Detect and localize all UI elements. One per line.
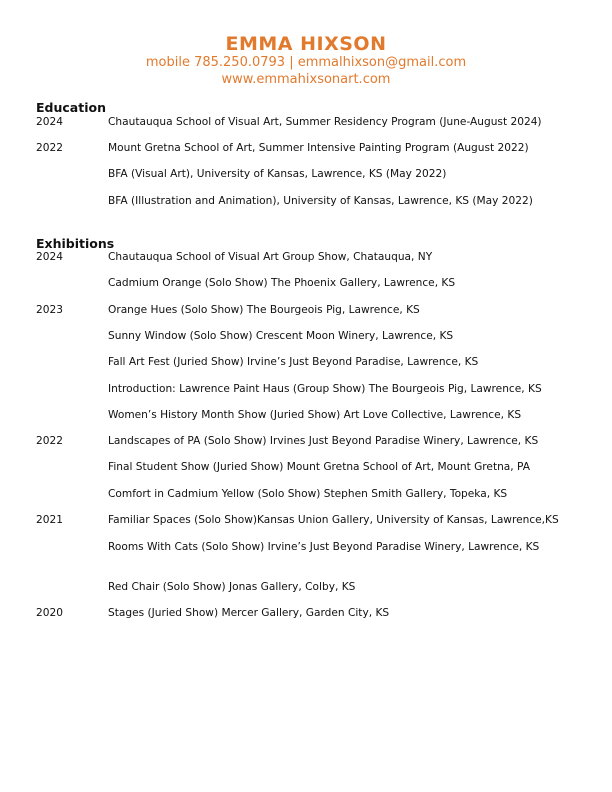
website-link[interactable]: www.emmahixsonart.com <box>221 72 391 87</box>
entry-text: Final Student Show (Juried Show) Mount Gretna School of Art, Mount Gretna, PA <box>108 461 530 473</box>
contact-line: mobile 785.250.0793 | emmalhixson@gmail.com <box>145 55 467 70</box>
entry-text: Comfort in Cadmium Yellow (Solo Show) Stephen Smith Gallery, Topeka, KS <box>108 488 508 500</box>
exhibitions-heading: Exhibitions <box>36 236 115 251</box>
entry-text: Cadmium Orange (Solo Show) The Phoenix Gallery, Lawrence, KS <box>108 277 456 289</box>
entry-year: 2024 <box>36 251 63 263</box>
name-heading: EMMA HIXSON <box>225 33 387 55</box>
entry-text: Landscapes of PA (Solo Show) Irvines Just Beyond Paradise Winery, Lawrence, KS <box>108 435 539 447</box>
entry-text: Familiar Spaces (Solo Show)Kansas Union Gallery, University of Kansas, Lawrence,KS <box>108 514 559 526</box>
entry-year: 2022 <box>36 435 63 447</box>
entry-year: 2022 <box>36 142 63 154</box>
entry-text: BFA (Visual Art), University of Kansas, Lawrence, KS (May 2022) <box>108 168 447 180</box>
entry-year: 2020 <box>36 607 63 619</box>
entry-year: 2024 <box>36 116 63 128</box>
entry-text: Rooms With Cats (Solo Show) Irvine’s Just Beyond Paradise Winery, Lawrence, KS <box>108 541 540 553</box>
entry-text: Chautauqua School of Visual Art, Summer Residency Program (June-August 2024) <box>108 116 542 128</box>
entry-text: Women’s History Month Show (Juried Show) Art Love Collective, Lawrence, KS <box>108 409 522 421</box>
entry-year: 2023 <box>36 304 63 316</box>
entry-text: Introduction: Lawrence Paint Haus (Group Show) The Bourgeois Pig, Lawrence, KS <box>108 383 542 395</box>
entry-text: Orange Hues (Solo Show) The Bourgeois Pig, Lawrence, KS <box>108 304 420 316</box>
entry-text: Stages (Juried Show) Mercer Gallery, Garden City, KS <box>108 607 390 619</box>
entry-text: Chautauqua School of Visual Art Group Show, Chatauqua, NY <box>108 251 433 263</box>
entry-year: 2021 <box>36 514 63 526</box>
entry-text: Sunny Window (Solo Show) Crescent Moon Winery, Lawrence, KS <box>108 330 454 342</box>
entry-text: Mount Gretna School of Art, Summer Intensive Painting Program (August 2022) <box>108 142 529 154</box>
entry-text: Fall Art Fest (Juried Show) Irvine’s Just Beyond Paradise, Lawrence, KS <box>108 356 479 368</box>
entry-text: Red Chair (Solo Show) Jonas Gallery, Colby, KS <box>108 581 356 593</box>
entry-text: BFA (Illustration and Animation), University of Kansas, Lawrence, KS (May 2022) <box>108 195 533 207</box>
education-heading: Education <box>36 100 106 115</box>
